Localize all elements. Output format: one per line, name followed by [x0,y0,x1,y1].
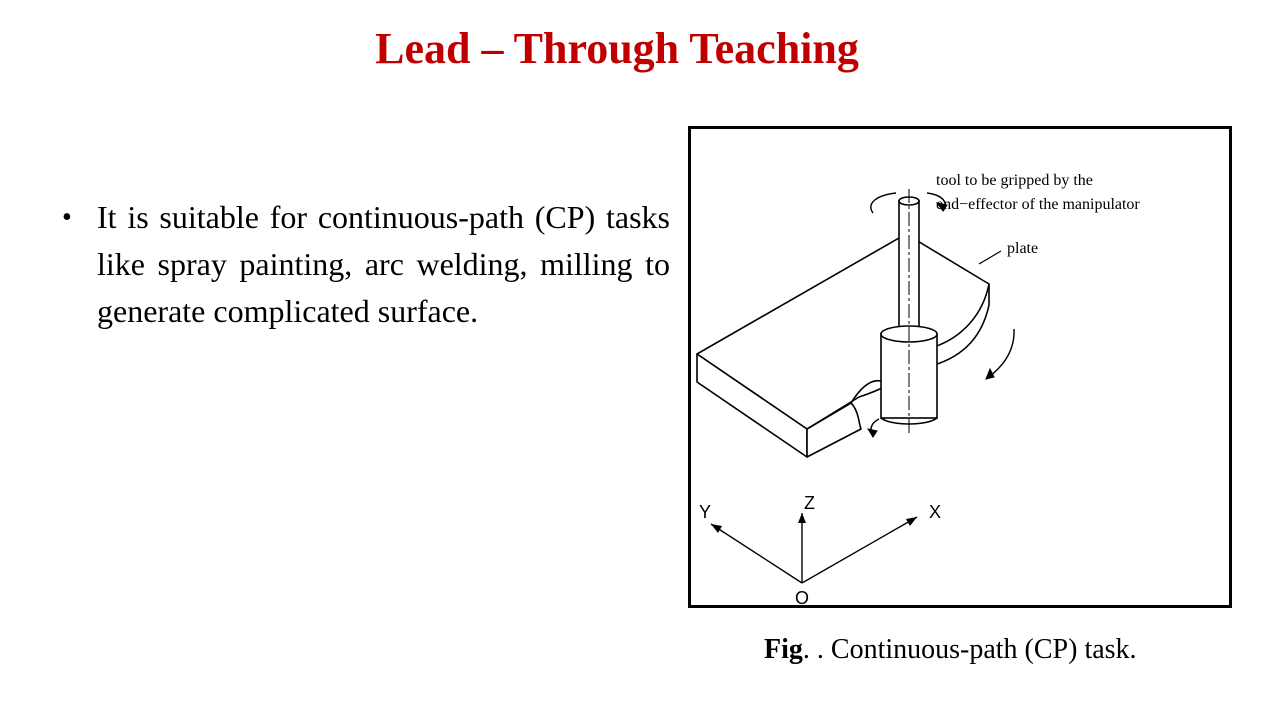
caption-fig-label: Fig [764,634,803,665]
tool-label-line2: end−effector of the manipulator [936,196,1140,213]
axis-x-arrowhead [906,517,917,526]
axis-y-arrowhead [711,524,722,533]
cp-task-diagram [691,129,1229,605]
plate-label: plate [1007,240,1039,257]
axis-y-line [711,524,802,583]
cp-task-figure [688,126,1232,608]
axis-z-label: Z [804,493,815,513]
bottom-arrowhead [868,429,877,437]
bullet-marker: • [62,202,72,233]
plate-leader [979,251,1001,264]
caption-text: . . Continuous-path (CP) task. [802,634,1137,665]
tool-label-line1: tool to be gripped by the [936,172,1093,189]
axis-x-line [802,517,917,583]
axis-x-label: X [929,502,942,522]
axis-y-label: Y [699,502,712,522]
bullet-text: It is suitable for continuous-path (CP) tasks like spray painting, arc welding, milling to generate complicated surface. [97,199,670,329]
feed-arrowhead [986,369,994,379]
bullet-list [60,194,670,335]
slide-title: Lead – Through Teaching [375,24,859,73]
bullet-item [60,194,670,335]
axis-z-arrowhead [798,513,806,523]
axis-origin-label: O [795,588,810,605]
figure-caption [764,632,1137,668]
